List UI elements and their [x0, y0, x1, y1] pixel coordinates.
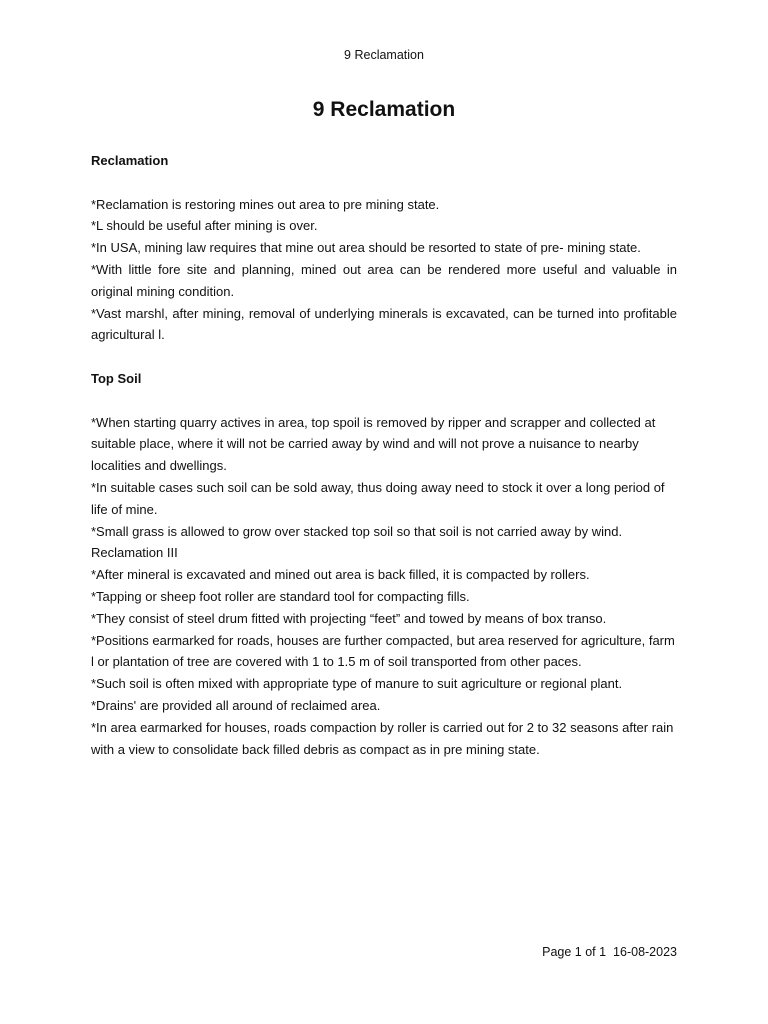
- spacer: [91, 390, 677, 412]
- spacer: [91, 346, 677, 368]
- paragraph: *After mineral is excavated and mined out area is back filled, it is compacted by rollers.: [91, 567, 590, 583]
- paragraph: *Vast marshl, after mining, removal of underlying minerals is excavated, can be turned into profitable agricultural l.: [91, 305, 677, 343]
- paragraph: *Reclamation is restoring mines out area to pre mining state.: [91, 196, 440, 212]
- paragraph: *Small grass is allowed to grow over stacked top soil so that soil is not carried away by wind.: [91, 523, 623, 539]
- paragraph: *Drains' are provided all around of reclaimed area.: [91, 697, 381, 713]
- document-body: [91, 150, 677, 760]
- paragraph: Reclamation III: [91, 545, 178, 561]
- section-heading-top-soil: Top Soil: [91, 370, 142, 386]
- paragraph: *Positions earmarked for roads, houses are further compacted, but area reserved for agriculture, farm l or plantation of tree are covered with 1 to 1.5 m of soil transported from other paces.: [91, 632, 675, 670]
- page-number: Page 1 of 1: [542, 945, 607, 959]
- running-header: 9 Reclamation: [344, 48, 424, 62]
- spacer: [91, 172, 677, 194]
- paragraph: *In suitable cases such soil can be sold away, thus doing away need to stock it over a long period of life of mine.: [91, 479, 665, 517]
- paragraph: *With little fore site and planning, mined out area can be rendered more useful and valuable in original mining condition.: [91, 261, 677, 299]
- paragraph: *They consist of steel drum fitted with projecting “feet” and towed by means of box transo.: [91, 610, 607, 626]
- paragraph: *Tapping or sheep foot roller are standard tool for compacting fills.: [91, 588, 470, 604]
- section-heading-reclamation: Reclamation: [91, 153, 169, 168]
- paragraph: *In area earmarked for houses, roads compaction by roller is carried out for 2 to 32 seasons after rain with a view to consolidate back filled debris as compact as in pre mining state.: [91, 719, 674, 757]
- paragraph: *In USA, mining law requires that mine out area should be resorted to state of pre- mining state.: [91, 240, 641, 256]
- footer-date: 16-08-2023: [613, 945, 677, 959]
- page-title: 9 Reclamation: [312, 98, 456, 121]
- paragraph: *L should be useful after mining is over.: [91, 218, 318, 234]
- paragraph: *Such soil is often mixed with appropriate type of manure to suit agriculture or regional plant.: [91, 676, 623, 692]
- page-footer: [542, 944, 677, 960]
- paragraph: *When starting quarry actives in area, top spoil is removed by ripper and scrapper and collected at suitable place, where it will not be carried away by wind and will not prove a nuisance to nearby localities and dwellings.: [91, 414, 656, 474]
